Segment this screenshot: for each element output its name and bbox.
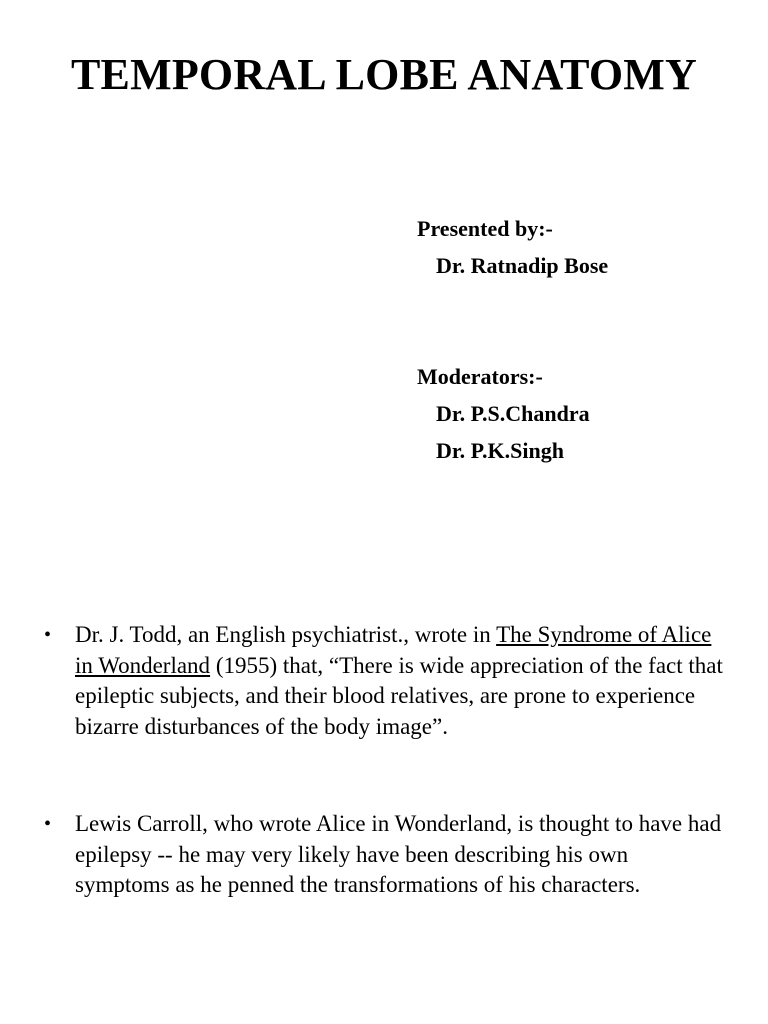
slide-title: TEMPORAL LOBE ANATOMY [71,50,697,99]
presented-by-label: Presented by:- [417,216,553,241]
book-title: The Syndrome of Alice in Wonderland [75,622,712,678]
bullet-text-intro: Dr. J. Todd, an English psychiatrist., wrote in [75,622,497,647]
presenter-block [417,210,608,284]
moderator-name: Dr. P.S.Chandra [436,401,590,426]
moderator-name: Dr. P.K.Singh [436,438,564,463]
presenter-name: Dr. Ratnadip Bose [436,253,609,278]
bullet-marker: • [44,813,52,835]
bullet-item-todd [44,620,725,742]
moderators-block [417,358,590,469]
bullet-marker: • [44,624,52,646]
bullet-text-quote: (1955) that, “There is wide appreciation of the fact that epileptic subjects, and their blood relatives, are prone to experience bizarre disturbances of the body image”. [75,652,723,739]
moderators-label: Moderators:- [417,364,543,389]
content-slide [0,512,768,1024]
bullet-item-carroll [44,809,725,901]
bullet-text: Lewis Carroll, who wrote Alice in Wonderland, is thought to have had epilepsy -- he may very likely have been describing his own symptoms as he penned the transformations of his characters. [75,811,722,897]
